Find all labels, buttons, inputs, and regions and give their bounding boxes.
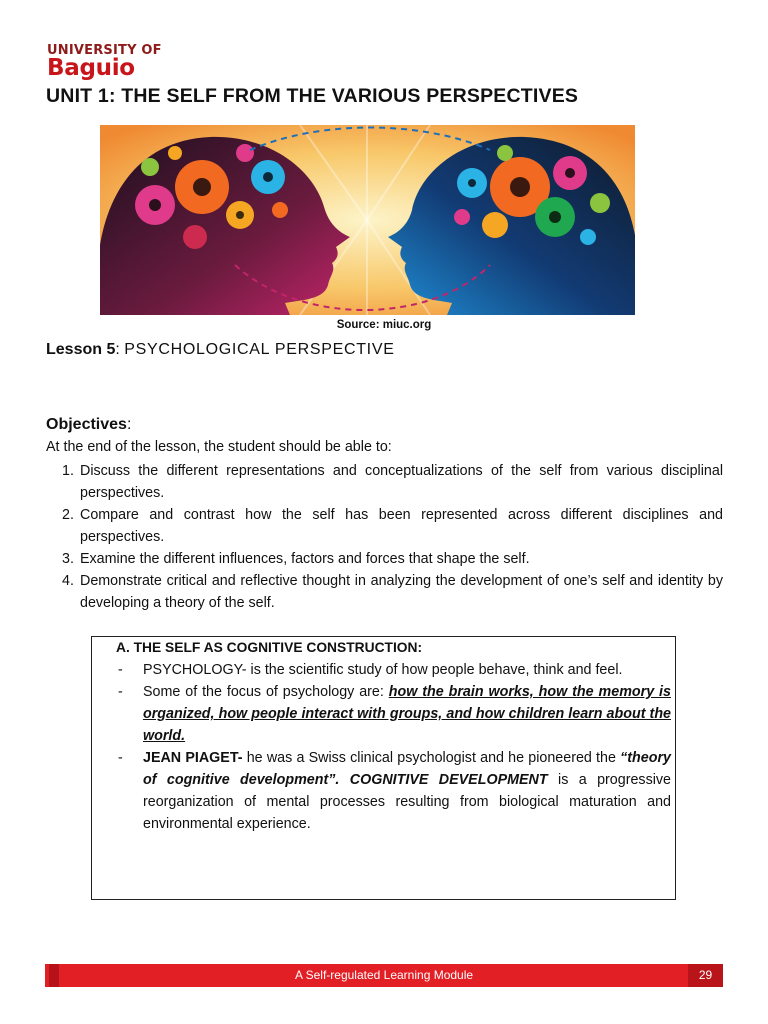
lesson-heading: Lesson 5: PSYCHOLOGICAL PERSPECTIVE bbox=[46, 341, 395, 358]
page-number: 29 bbox=[688, 964, 723, 987]
psychology-definition: PSYCHOLOGY- is the scientific study of how people behave, think and feel. bbox=[143, 662, 623, 678]
section-a-box bbox=[91, 636, 676, 900]
objective-text: Compare and contrast how the self has been represented across different disciplines and perspectives. bbox=[80, 507, 723, 545]
image-source-caption: Source: miuc.org bbox=[336, 319, 432, 331]
objective-item bbox=[46, 570, 723, 614]
objective-number: 1. bbox=[62, 463, 74, 479]
objective-item bbox=[46, 460, 723, 504]
objective-text: Examine the different influences, factors and forces that shape the self. bbox=[80, 551, 530, 567]
section-a-bullet: - PSYCHOLOGY- is the scientific study of how people behave, think and feel. bbox=[118, 662, 623, 678]
objective-number: 4. bbox=[62, 573, 74, 589]
objective-number: 2. bbox=[62, 507, 74, 523]
section-a-bullet: - Some of the focus of psychology are: how the brain works, how the memory is organized, how people interact with groups, and how children learn about the world. bbox=[118, 684, 671, 744]
two-heads-gears-illustration bbox=[100, 125, 635, 315]
logo-line2: Baguio bbox=[47, 55, 135, 81]
focus-emphasis: how the brain works, how the memory is organized, how people interact with groups, and how children learn about the world. bbox=[143, 684, 671, 744]
lesson-title: PSYCHOLOGICAL PERSPECTIVE bbox=[124, 341, 395, 358]
objective-number: 3. bbox=[62, 551, 74, 567]
section-a-title: A. THE SELF AS COGNITIVE CONSTRUCTION: bbox=[116, 640, 423, 655]
focus-intro: Some of the focus of psychology are: bbox=[143, 684, 389, 700]
objectives-intro: At the end of the lesson, the student should be able to: bbox=[46, 439, 392, 455]
section-a-bullet: - JEAN PIAGET- he was a Swiss clinical psychologist and he pioneered the “theory of cognitive development”. COGNITIVE DEVELOPMENT is a progressive reorganization of mental processes resulting from biological maturation and environmental experience. bbox=[118, 750, 671, 832]
section-a-list bbox=[116, 659, 671, 835]
lesson-label: Lesson 5 bbox=[46, 341, 116, 358]
logo-line1: UNIVERSITY OF bbox=[47, 43, 162, 58]
objective-text: Demonstrate critical and reflective thought in analyzing the development of one’s self and identity by developing a theory of the self. bbox=[80, 573, 723, 611]
objectives-list bbox=[46, 460, 723, 614]
footer-text: A Self-regulated Learning Module bbox=[294, 968, 474, 982]
footer-bar bbox=[45, 964, 723, 987]
piaget-text-a: he was a Swiss clinical psychologist and he pioneered the bbox=[242, 750, 621, 766]
piaget-theory: “theory of cognitive development”. COGNITIVE DEVELOPMENT bbox=[143, 750, 671, 788]
objective-text: Discuss the different representations and conceptualizations of the self from various disciplinal perspectives. bbox=[80, 463, 723, 501]
objective-item bbox=[46, 504, 723, 548]
unit-title: UNIT 1: THE SELF FROM THE VARIOUS PERSPECTIVES bbox=[46, 85, 579, 107]
piaget-text-b: is a progressive reorganization of mental processes resulting from biological maturation and environmental experience. bbox=[143, 772, 671, 832]
objectives-heading-text: Objectives bbox=[46, 416, 127, 433]
piaget-name: JEAN PIAGET- bbox=[143, 750, 243, 766]
objectives-heading: Objectives: bbox=[46, 416, 132, 433]
university-logo bbox=[47, 44, 162, 80]
objective-item bbox=[46, 548, 723, 570]
